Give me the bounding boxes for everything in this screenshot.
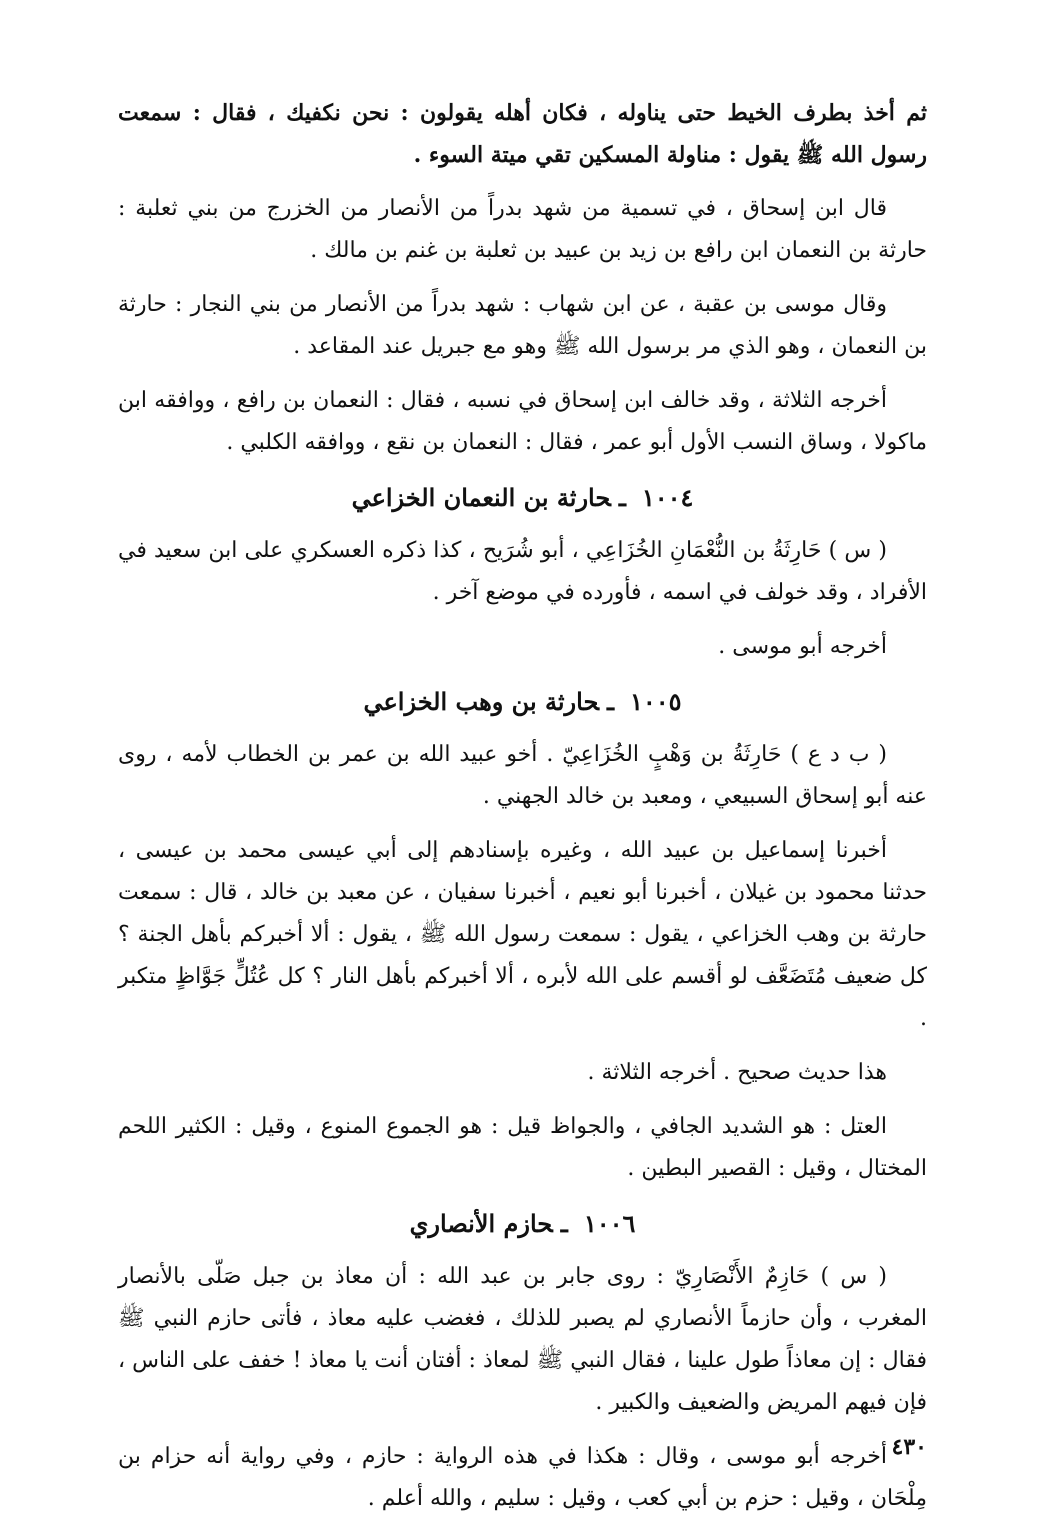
text-paragraph: قال ابن إسحاق ، في تسمية من شهد بدراً من الأنصار من الخزرج من بني ثعلبة : حارثة بن النعمان ابن رافع بن زيد بن عبيد بن ثعلبة بن غنم بن مالك . xyxy=(118,196,927,263)
section-heading xyxy=(118,1202,927,1246)
section-heading xyxy=(118,680,927,724)
text-paragraph: أخبرنا إسماعيل بن عبيد الله ، وغيره بإسنادهم إلى أبي عيسى محمد بن عيسى ، حدثنا محمود بن غيلان ، أخبرنا أبو نعيم ، أخبرنا سفيان ، عن معبد بن خالد ، قال : سمعت حارثة بن وهب الخزاعي ، يقول : سمعت رسول الله ﷺ ، يقول : ألا أخبركم بأهل الجنة ؟ كل ضعيف مُتَضَعَّف لو أقسم على الله لأبره ، ألا أخبركم بأهل النار ؟ كل عُتُلٍّ جَوَّاظٍ متكبر . xyxy=(118,838,927,1031)
heading-dash: ـ xyxy=(618,483,626,512)
text-paragraph: هذا حديث صحيح . أخرجه الثلاثة . xyxy=(587,1060,887,1085)
text-paragraph: أخرجه أبو موسى ، وقال : هكذا في هذه الرواية : حازم ، وفي رواية أنه حزام بن مِلْحَان ، وقيل : حزم بن أبي كعب ، وقيل : سليم ، والله أعلم . xyxy=(118,1444,927,1511)
entry-title: حارثة بن وهب الخزاعي xyxy=(363,687,599,716)
text-paragraph: وقال موسى بن عقبة ، عن ابن شهاب : شهد بدراً من الأنصار من بني النجار : حارثة بن النعمان ، وهو الذي مر برسول الله ﷺ وهو مع جبريل عند المقاعد . xyxy=(118,292,927,359)
text-paragraph: ثم أخذ بطرف الخيط حتى يناوله ، فكان أهله يقولون : نحن نكفيك ، فقال : سمعت رسول الله ﷺ يقول : مناولة المسكين تقي ميتة السوء . xyxy=(118,100,927,168)
entry-title: حازم الأنصاري xyxy=(409,1209,553,1238)
entry-number: ١٠٠٥ xyxy=(629,687,682,716)
text-paragraph: ( ب د ع ) حَارِثَةُ بن وَهْبٍ الخُزَاعِيّ . أخو عبيد الله بن عمر بن الخطاب لأمه ، روى عنه أبو إسحاق السبيعي ، ومعبد بن خالد الجهني . xyxy=(118,742,927,809)
heading-dash: ـ xyxy=(606,687,614,716)
text-paragraph: ( س ) حَازِمٌ الأَنْصَارِيّ : روى جابر بن عبد الله : أن معاذ بن جبل صَلّى بالأنصار المغرب ، وأن حازماً الأنصاري لم يصبر للذلك ، فغضب عليه معاذ ، فأتى حازم النبي ﷺ فقال : إن معاذاً طول علينا ، فقال النبي ﷺ لمعاذ : أفتان أنت يا معاذ ! خفف على الناس ، فإن فيهم المريض والضعيف والكبير . xyxy=(118,1264,927,1415)
text-paragraph: ( س ) حَارِثَةُ بن النُّعْمَانِ الخُزَاعِي ، أبو شُرَيح ، كذا ذكره العسكري على ابن سعيد في الأفراد ، وقد خولف في اسمه ، فأورده في موضع آخر . xyxy=(118,538,927,605)
entry-number: ١٠٠٤ xyxy=(641,483,694,512)
text-paragraph: أخرجه أبو موسى . xyxy=(718,634,887,659)
entry-number: ١٠٠٦ xyxy=(583,1209,636,1238)
entry-title: حارثة بن النعمان الخزاعي xyxy=(351,483,611,512)
text-paragraph: أخرجه الثلاثة ، وقد خالف ابن إسحاق في نسبه ، فقال : النعمان بن رافع ، ووافقه ابن ماكولا ، وساق النسب الأول أبو عمر ، فقال : النعمان بن نقع ، ووافقه الكلبي . xyxy=(118,388,927,455)
section-heading xyxy=(118,476,927,520)
page-number: ٤٣٠ xyxy=(891,1434,927,1460)
heading-dash: ـ xyxy=(560,1209,568,1238)
text-paragraph: العتل : هو الشديد الجافي ، والجواظ قيل : هو الجموع المنوع ، وقيل : الكثير اللحم المختال ، وقيل : القصير البطين . xyxy=(118,1114,927,1181)
